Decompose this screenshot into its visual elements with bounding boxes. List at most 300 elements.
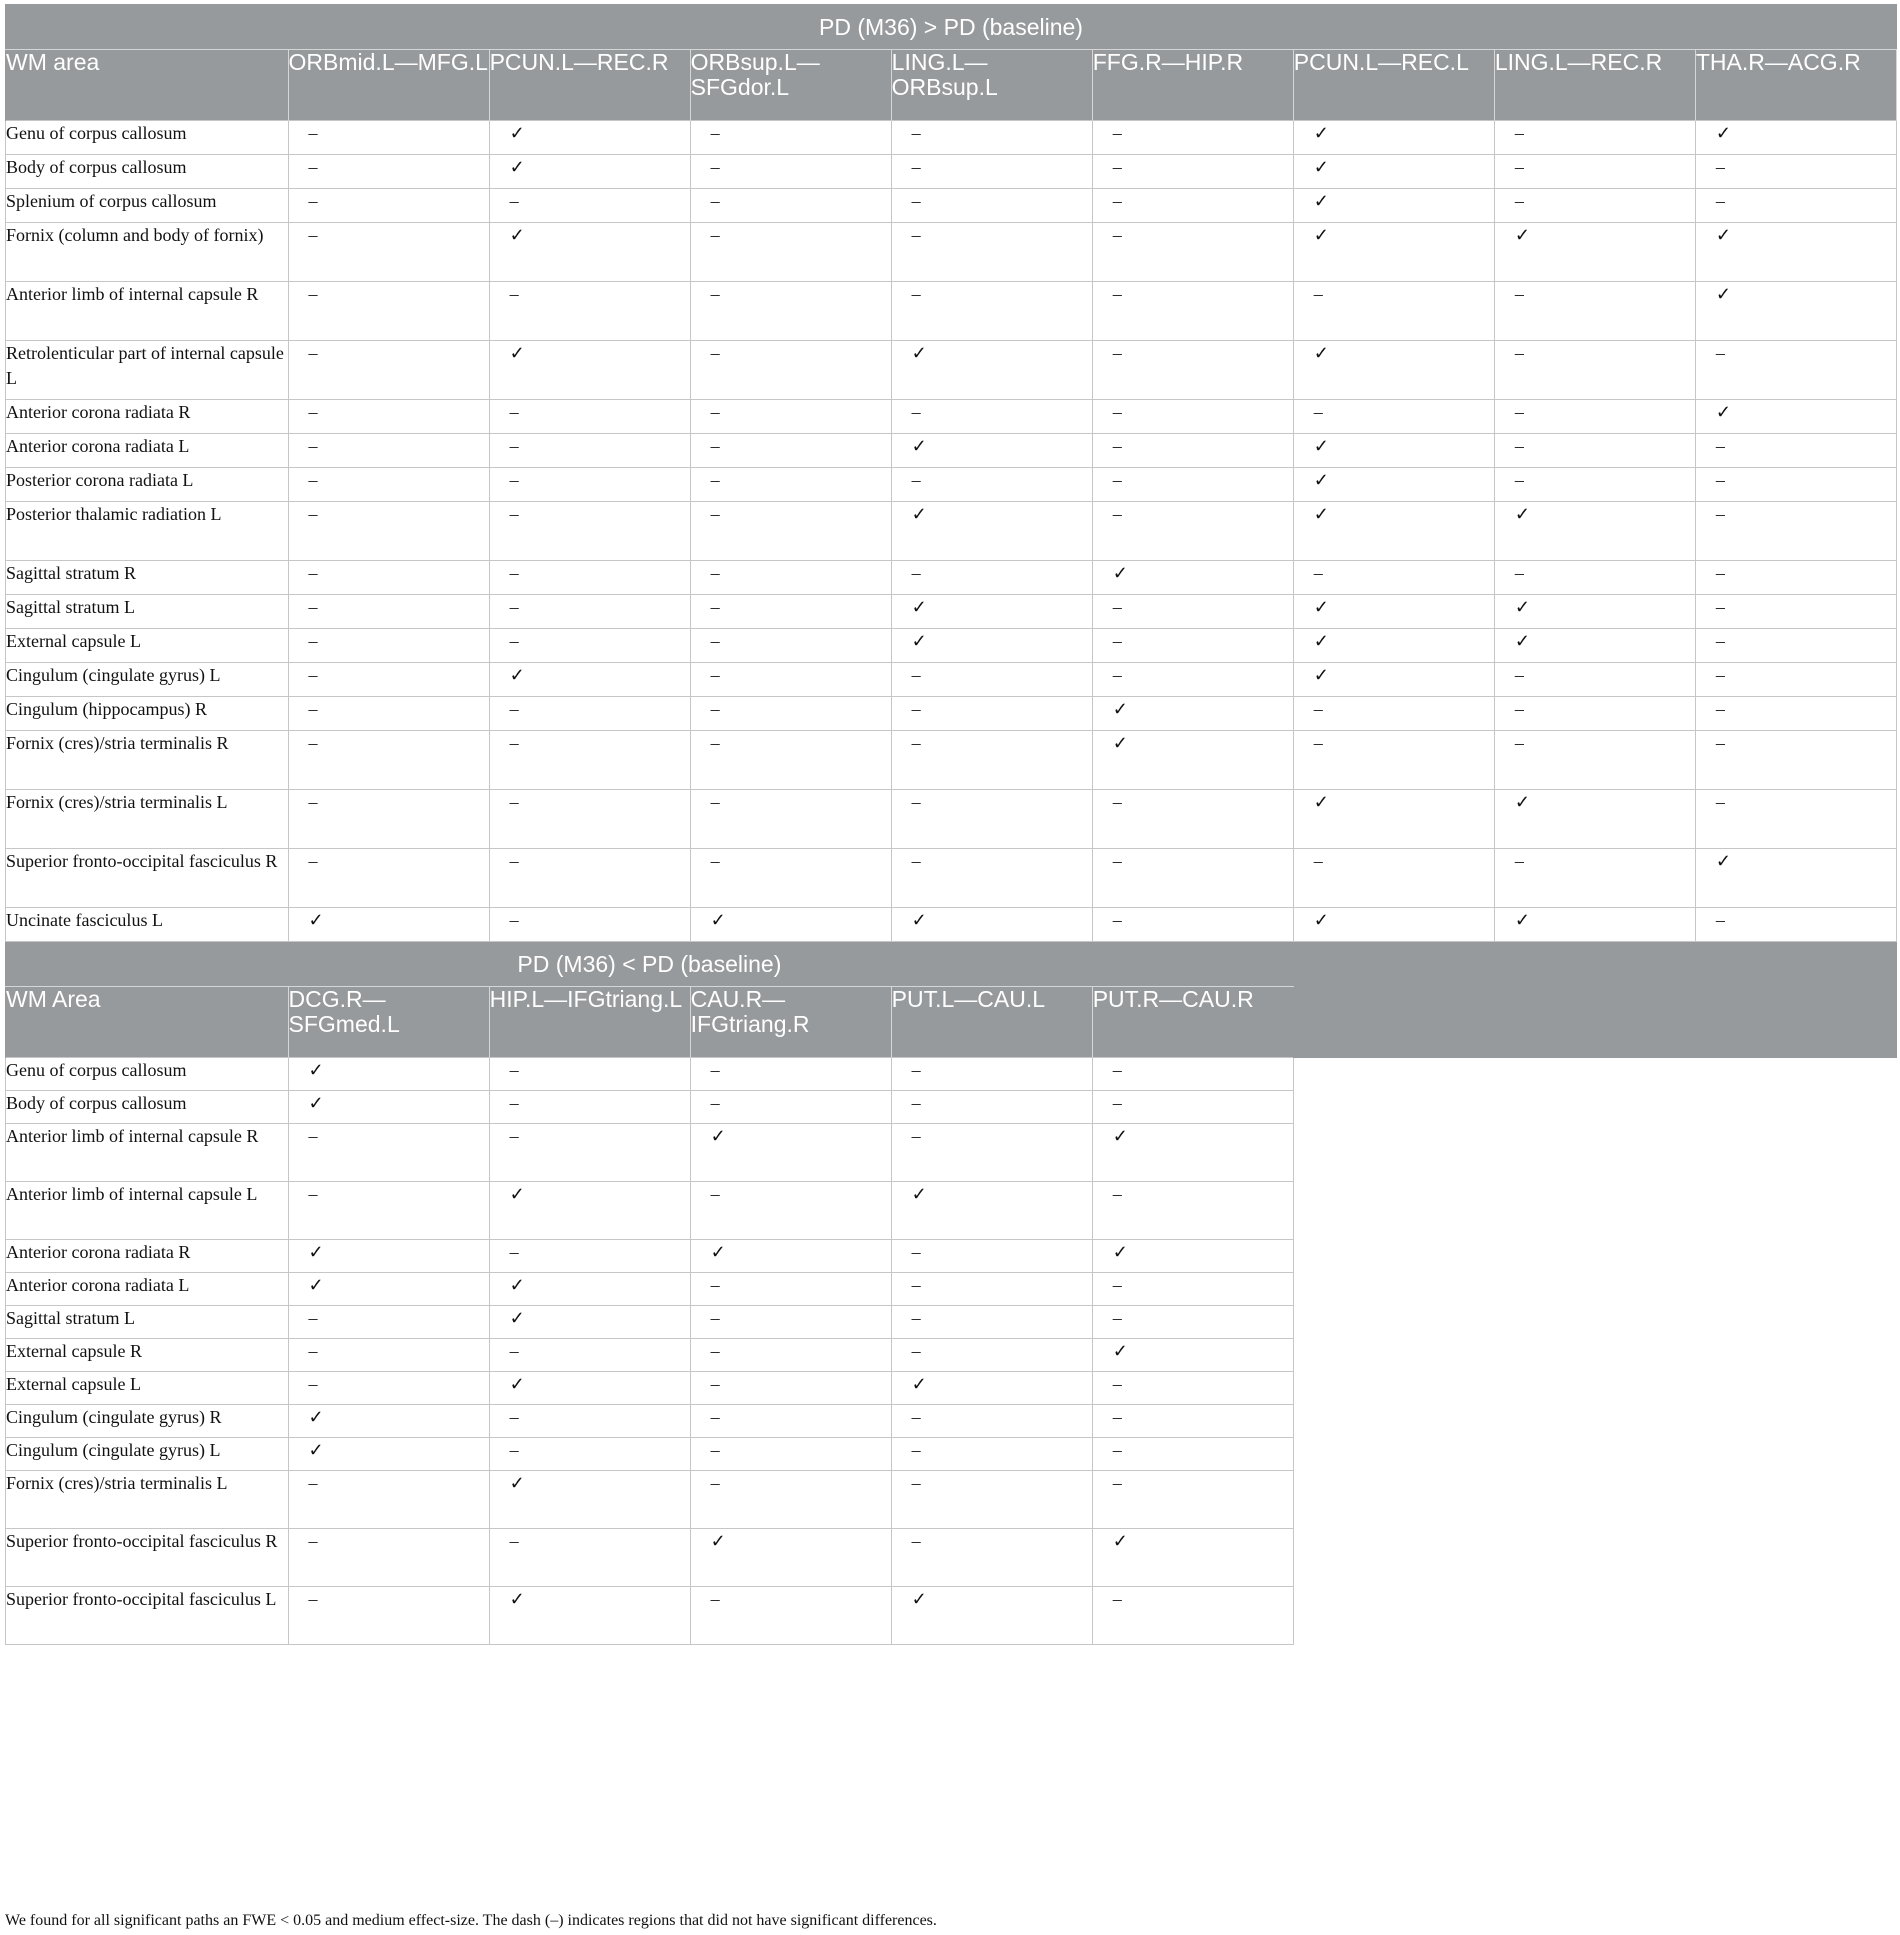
column-header-orbmid-l-mfg-l: ORBmid.L—MFG.L	[288, 50, 489, 121]
wm-area-cell: Genu of corpus callosum	[6, 1058, 289, 1091]
dash-cell: –	[891, 1091, 1092, 1124]
dash-cell: –	[1092, 1182, 1293, 1240]
wm-area-cell: Anterior limb of internal capsule L	[6, 1182, 289, 1240]
dash-cell: –	[891, 1529, 1092, 1587]
empty-area	[1293, 1058, 1896, 1645]
dash-cell: –	[1695, 189, 1896, 223]
dash-cell: –	[288, 223, 489, 282]
check-mark-cell: ✓	[1293, 155, 1494, 189]
dash-cell: –	[690, 502, 891, 561]
dash-cell: –	[1092, 1058, 1293, 1091]
dash-cell: –	[288, 468, 489, 502]
column-header-ling-l-rec-r: LING.L—REC.R	[1494, 50, 1695, 121]
table-footnote: We found for all significant paths an FWE < 0.05 and medium effect-size. The dash (–) indicates regions that did not have significant differences.	[5, 1912, 937, 1929]
table-row	[6, 223, 1897, 282]
dash-cell: –	[1494, 697, 1695, 731]
table-row	[6, 561, 1897, 595]
check-mark-cell: ✓	[1293, 434, 1494, 468]
dash-cell: –	[1494, 663, 1695, 697]
check-mark-cell: ✓	[1293, 468, 1494, 502]
table-row	[6, 282, 1897, 341]
table-row	[6, 121, 1897, 155]
dash-cell: –	[288, 400, 489, 434]
wm-area-cell: Sagittal stratum R	[6, 561, 289, 595]
check-mark-cell: ✓	[1695, 849, 1896, 908]
check-mark-cell: ✓	[1092, 561, 1293, 595]
dash-cell: –	[1293, 400, 1494, 434]
dash-cell: –	[1092, 1471, 1293, 1529]
check-mark-cell: ✓	[489, 1587, 690, 1645]
table-row	[6, 731, 1897, 790]
wm-area-cell: Retrolenticular part of internal capsule L	[6, 341, 289, 400]
dash-cell: –	[1695, 341, 1896, 400]
dash-cell: –	[1695, 434, 1896, 468]
dash-cell: –	[1695, 155, 1896, 189]
table-row	[6, 849, 1897, 908]
dash-cell: –	[489, 731, 690, 790]
check-mark-cell: ✓	[288, 1058, 489, 1091]
dash-cell: –	[891, 121, 1092, 155]
check-mark-cell: ✓	[288, 1438, 489, 1471]
check-mark-cell: ✓	[288, 908, 489, 942]
dash-cell: –	[1695, 697, 1896, 731]
dash-cell: –	[288, 849, 489, 908]
dash-cell: –	[1092, 400, 1293, 434]
dash-cell: –	[690, 1471, 891, 1529]
dash-cell: –	[288, 1339, 489, 1372]
dash-cell: –	[690, 1587, 891, 1645]
dash-cell: –	[690, 282, 891, 341]
dash-cell: –	[288, 697, 489, 731]
wm-area-cell: Anterior corona radiata L	[6, 1273, 289, 1306]
wm-area-cell: Fornix (cres)/stria terminalis L	[6, 1471, 289, 1529]
dash-cell: –	[891, 1339, 1092, 1372]
dash-cell: –	[288, 790, 489, 849]
dash-cell: –	[1092, 1273, 1293, 1306]
dash-cell: –	[1695, 595, 1896, 629]
dash-cell: –	[1092, 502, 1293, 561]
dash-cell: –	[891, 155, 1092, 189]
dash-cell: –	[1695, 663, 1896, 697]
dash-cell: –	[1494, 468, 1695, 502]
dash-cell: –	[690, 1405, 891, 1438]
check-mark-cell: ✓	[489, 1471, 690, 1529]
dash-cell: –	[1494, 400, 1695, 434]
wm-area-cell: Superior fronto-occipital fasciculus L	[6, 1587, 289, 1645]
check-mark-cell: ✓	[891, 1182, 1092, 1240]
dash-cell: –	[690, 1372, 891, 1405]
dash-cell: –	[1293, 849, 1494, 908]
dash-cell: –	[690, 663, 891, 697]
column-header-pcun-l-rec-l: PCUN.L—REC.L	[1293, 50, 1494, 121]
check-mark-cell: ✓	[891, 1587, 1092, 1645]
dash-cell: –	[1092, 341, 1293, 400]
check-mark-cell: ✓	[288, 1273, 489, 1306]
wm-area-cell: Fornix (column and body of fornix)	[6, 223, 289, 282]
dash-cell: –	[1494, 341, 1695, 400]
check-mark-cell: ✓	[489, 1273, 690, 1306]
table-2-section	[6, 942, 1897, 1645]
dash-cell: –	[1695, 908, 1896, 942]
check-mark-cell: ✓	[489, 663, 690, 697]
wm-area-cell: Body of corpus callosum	[6, 1091, 289, 1124]
table-1-section	[6, 5, 1897, 942]
dash-cell: –	[1293, 561, 1494, 595]
column-header-wm-area: WM Area	[6, 987, 289, 1058]
dash-cell: –	[1695, 561, 1896, 595]
tables-container	[5, 4, 1897, 1645]
table-2-title: PD (M36) < PD (baseline)	[6, 942, 1294, 987]
dash-cell: –	[489, 468, 690, 502]
wm-area-cell: Genu of corpus callosum	[6, 121, 289, 155]
wm-area-cell: Superior fronto-occipital fasciculus R	[6, 849, 289, 908]
check-mark-cell: ✓	[891, 629, 1092, 663]
dash-cell: –	[1695, 502, 1896, 561]
wm-area-cell: Superior fronto-occipital fasciculus R	[6, 1529, 289, 1587]
check-mark-cell: ✓	[489, 1372, 690, 1405]
table-row	[6, 155, 1897, 189]
dash-cell: –	[288, 1124, 489, 1182]
wm-area-cell: Cingulum (cingulate gyrus) L	[6, 663, 289, 697]
check-mark-cell: ✓	[1092, 697, 1293, 731]
dash-cell: –	[891, 282, 1092, 341]
dash-cell: –	[891, 189, 1092, 223]
dash-cell: –	[288, 561, 489, 595]
dash-cell: –	[690, 1438, 891, 1471]
check-mark-cell: ✓	[1494, 629, 1695, 663]
wm-area-cell: Sagittal stratum L	[6, 595, 289, 629]
dash-cell: –	[1293, 697, 1494, 731]
dash-cell: –	[288, 155, 489, 189]
check-mark-cell: ✓	[288, 1405, 489, 1438]
check-mark-cell: ✓	[1293, 341, 1494, 400]
column-header-pcun-l-rec-r: PCUN.L—REC.R	[489, 50, 690, 121]
dash-cell: –	[1092, 1587, 1293, 1645]
dash-cell: –	[891, 1306, 1092, 1339]
check-mark-cell: ✓	[1092, 1240, 1293, 1273]
dash-cell: –	[288, 1529, 489, 1587]
dash-cell: –	[891, 790, 1092, 849]
dash-cell: –	[288, 434, 489, 468]
dash-cell: –	[288, 121, 489, 155]
column-header-put-r-cau-r: PUT.R—CAU.R	[1092, 987, 1293, 1058]
check-mark-cell: ✓	[489, 155, 690, 189]
wm-area-cell: Anterior corona radiata L	[6, 434, 289, 468]
dash-cell: –	[1092, 908, 1293, 942]
dash-cell: –	[288, 1471, 489, 1529]
dash-cell: –	[891, 1438, 1092, 1471]
check-mark-cell: ✓	[891, 908, 1092, 942]
wm-area-cell: Fornix (cres)/stria terminalis R	[6, 731, 289, 790]
wm-area-cell: Anterior limb of internal capsule R	[6, 282, 289, 341]
dash-cell: –	[1092, 223, 1293, 282]
check-mark-cell: ✓	[1092, 1529, 1293, 1587]
check-mark-cell: ✓	[1293, 908, 1494, 942]
check-mark-cell: ✓	[1494, 908, 1695, 942]
check-mark-cell: ✓	[1293, 502, 1494, 561]
check-mark-cell: ✓	[1092, 1124, 1293, 1182]
dash-cell: –	[690, 1058, 891, 1091]
dash-cell: –	[288, 502, 489, 561]
dash-cell: –	[489, 849, 690, 908]
column-header-orbsup-l-sfgdor-l: ORBsup.L—SFGdor.L	[690, 50, 891, 121]
check-mark-cell: ✓	[1293, 595, 1494, 629]
table-row	[6, 189, 1897, 223]
dash-cell: –	[690, 189, 891, 223]
dash-cell: –	[489, 400, 690, 434]
dash-cell: –	[690, 341, 891, 400]
check-mark-cell: ✓	[1695, 223, 1896, 282]
check-mark-cell: ✓	[690, 908, 891, 942]
dash-cell: –	[891, 1405, 1092, 1438]
dash-cell: –	[489, 697, 690, 731]
table-row	[6, 629, 1897, 663]
dash-cell: –	[1092, 468, 1293, 502]
wm-area-cell: Posterior thalamic radiation L	[6, 502, 289, 561]
wm-area-cell: Uncinate fasciculus L	[6, 908, 289, 942]
dash-cell: –	[1092, 155, 1293, 189]
table-row	[6, 663, 1897, 697]
dash-cell: –	[288, 341, 489, 400]
dash-cell: –	[690, 1091, 891, 1124]
dash-cell: –	[690, 561, 891, 595]
table-row	[6, 595, 1897, 629]
check-mark-cell: ✓	[288, 1091, 489, 1124]
dash-cell: –	[690, 1273, 891, 1306]
wm-area-cell: Body of corpus callosum	[6, 155, 289, 189]
dash-cell: –	[690, 1339, 891, 1372]
table-1-title: PD (M36) > PD (baseline)	[6, 5, 1897, 50]
dash-cell: –	[891, 1471, 1092, 1529]
dash-cell: –	[489, 189, 690, 223]
dash-cell: –	[288, 731, 489, 790]
check-mark-cell: ✓	[891, 434, 1092, 468]
check-mark-cell: ✓	[1293, 189, 1494, 223]
dash-cell: –	[1092, 1372, 1293, 1405]
results-table	[5, 4, 1897, 1645]
dash-cell: –	[489, 1339, 690, 1372]
dash-cell: –	[489, 1529, 690, 1587]
check-mark-cell: ✓	[1293, 223, 1494, 282]
dash-cell: –	[690, 121, 891, 155]
dash-cell: –	[489, 629, 690, 663]
check-mark-cell: ✓	[489, 1306, 690, 1339]
dash-cell: –	[891, 1240, 1092, 1273]
dash-cell: –	[690, 849, 891, 908]
dash-cell: –	[489, 1240, 690, 1273]
dash-cell: –	[1494, 731, 1695, 790]
dash-cell: –	[489, 561, 690, 595]
dash-cell: –	[1092, 849, 1293, 908]
dash-cell: –	[1494, 121, 1695, 155]
dash-cell: –	[288, 595, 489, 629]
column-header-dcg-r-sfgmed-l: DCG.R—SFGmed.L	[288, 987, 489, 1058]
column-header-put-l-cau-l: PUT.L—CAU.L	[891, 987, 1092, 1058]
dash-cell: –	[891, 468, 1092, 502]
header-filler	[1293, 942, 1896, 1058]
check-mark-cell: ✓	[690, 1240, 891, 1273]
check-mark-cell: ✓	[1293, 790, 1494, 849]
dash-cell: –	[1494, 849, 1695, 908]
dash-cell: –	[1092, 121, 1293, 155]
wm-area-cell: Cingulum (hippocampus) R	[6, 697, 289, 731]
check-mark-cell: ✓	[288, 1240, 489, 1273]
wm-area-cell: Anterior corona radiata R	[6, 1240, 289, 1273]
check-mark-cell: ✓	[690, 1124, 891, 1182]
check-mark-cell: ✓	[1293, 663, 1494, 697]
column-header-hip-l-ifgtriang-l: HIP.L—IFGtriang.L	[489, 987, 690, 1058]
dash-cell: –	[288, 282, 489, 341]
dash-cell: –	[690, 468, 891, 502]
dash-cell: –	[690, 731, 891, 790]
wm-area-cell: Cingulum (cingulate gyrus) R	[6, 1405, 289, 1438]
dash-cell: –	[690, 697, 891, 731]
wm-area-cell: Posterior corona radiata L	[6, 468, 289, 502]
dash-cell: –	[690, 629, 891, 663]
check-mark-cell: ✓	[1695, 121, 1896, 155]
table-row	[6, 468, 1897, 502]
wm-area-cell: Anterior corona radiata R	[6, 400, 289, 434]
check-mark-cell: ✓	[891, 595, 1092, 629]
dash-cell: –	[489, 1091, 690, 1124]
check-mark-cell: ✓	[489, 341, 690, 400]
dash-cell: –	[1494, 282, 1695, 341]
wm-area-cell: External capsule L	[6, 1372, 289, 1405]
dash-cell: –	[891, 561, 1092, 595]
dash-cell: –	[891, 849, 1092, 908]
table-row	[6, 434, 1897, 468]
check-mark-cell: ✓	[1695, 282, 1896, 341]
dash-cell: –	[891, 1273, 1092, 1306]
wm-area-cell: Fornix (cres)/stria terminalis L	[6, 790, 289, 849]
dash-cell: –	[288, 629, 489, 663]
dash-cell: –	[1695, 731, 1896, 790]
dash-cell: –	[1092, 1405, 1293, 1438]
table-row	[6, 908, 1897, 942]
check-mark-cell: ✓	[891, 341, 1092, 400]
dash-cell: –	[489, 282, 690, 341]
dash-cell: –	[690, 1182, 891, 1240]
table-row	[6, 341, 1897, 400]
dash-cell: –	[489, 1124, 690, 1182]
column-header-ling-l-orbsup-l: LING.L—ORBsup.L	[891, 50, 1092, 121]
dash-cell: –	[1092, 1091, 1293, 1124]
table-row	[6, 502, 1897, 561]
dash-cell: –	[891, 1058, 1092, 1091]
check-mark-cell: ✓	[1494, 223, 1695, 282]
dash-cell: –	[1695, 790, 1896, 849]
check-mark-cell: ✓	[1092, 1339, 1293, 1372]
dash-cell: –	[891, 400, 1092, 434]
check-mark-cell: ✓	[1494, 502, 1695, 561]
check-mark-cell: ✓	[1494, 595, 1695, 629]
dash-cell: –	[1494, 155, 1695, 189]
dash-cell: –	[489, 502, 690, 561]
dash-cell: –	[690, 595, 891, 629]
dash-cell: –	[690, 1306, 891, 1339]
dash-cell: –	[489, 1058, 690, 1091]
dash-cell: –	[690, 223, 891, 282]
dash-cell: –	[690, 790, 891, 849]
check-mark-cell: ✓	[1695, 400, 1896, 434]
dash-cell: –	[288, 1306, 489, 1339]
check-mark-cell: ✓	[690, 1529, 891, 1587]
dash-cell: –	[1092, 790, 1293, 849]
dash-cell: –	[690, 400, 891, 434]
dash-cell: –	[891, 731, 1092, 790]
wm-area-cell: Cingulum (cingulate gyrus) L	[6, 1438, 289, 1471]
dash-cell: –	[1695, 629, 1896, 663]
dash-cell: –	[690, 155, 891, 189]
check-mark-cell: ✓	[489, 121, 690, 155]
dash-cell: –	[891, 697, 1092, 731]
dash-cell: –	[1092, 663, 1293, 697]
column-header-tha-r-acg-r: THA.R—ACG.R	[1695, 50, 1896, 121]
column-header-wm-area: WM area	[6, 50, 289, 121]
check-mark-cell: ✓	[489, 223, 690, 282]
dash-cell: –	[1092, 189, 1293, 223]
dash-cell: –	[489, 1438, 690, 1471]
dash-cell: –	[288, 189, 489, 223]
dash-cell: –	[288, 1587, 489, 1645]
dash-cell: –	[489, 1405, 690, 1438]
wm-area-cell: Anterior limb of internal capsule R	[6, 1124, 289, 1182]
check-mark-cell: ✓	[891, 502, 1092, 561]
dash-cell: –	[1092, 282, 1293, 341]
table-row	[6, 790, 1897, 849]
check-mark-cell: ✓	[489, 1182, 690, 1240]
check-mark-cell: ✓	[1293, 121, 1494, 155]
dash-cell: –	[1293, 282, 1494, 341]
dash-cell: –	[1293, 731, 1494, 790]
dash-cell: –	[891, 1124, 1092, 1182]
wm-area-cell: External capsule R	[6, 1339, 289, 1372]
dash-cell: –	[1092, 595, 1293, 629]
dash-cell: –	[1695, 468, 1896, 502]
dash-cell: –	[690, 434, 891, 468]
dash-cell: –	[288, 1182, 489, 1240]
wm-area-cell: Sagittal stratum L	[6, 1306, 289, 1339]
check-mark-cell: ✓	[1494, 790, 1695, 849]
wm-area-cell: Splenium of corpus callosum	[6, 189, 289, 223]
dash-cell: –	[489, 434, 690, 468]
dash-cell: –	[489, 908, 690, 942]
dash-cell: –	[288, 1372, 489, 1405]
dash-cell: –	[1092, 1438, 1293, 1471]
dash-cell: –	[891, 663, 1092, 697]
dash-cell: –	[1494, 189, 1695, 223]
table-1-header-row	[6, 50, 1897, 121]
table-row	[6, 697, 1897, 731]
check-mark-cell: ✓	[1293, 629, 1494, 663]
dash-cell: –	[891, 223, 1092, 282]
dash-cell: –	[1494, 434, 1695, 468]
dash-cell: –	[489, 790, 690, 849]
dash-cell: –	[1092, 434, 1293, 468]
table-row	[6, 400, 1897, 434]
dash-cell: –	[1092, 1306, 1293, 1339]
wm-area-cell: External capsule L	[6, 629, 289, 663]
dash-cell: –	[489, 595, 690, 629]
check-mark-cell: ✓	[1092, 731, 1293, 790]
column-header-cau-r-ifgtriang-r: CAU.R—IFGtriang.R	[690, 987, 891, 1058]
dash-cell: –	[1494, 561, 1695, 595]
column-header-ffg-r-hip-r: FFG.R—HIP.R	[1092, 50, 1293, 121]
dash-cell: –	[1092, 629, 1293, 663]
check-mark-cell: ✓	[891, 1372, 1092, 1405]
dash-cell: –	[288, 663, 489, 697]
table-row	[6, 1058, 1897, 1091]
